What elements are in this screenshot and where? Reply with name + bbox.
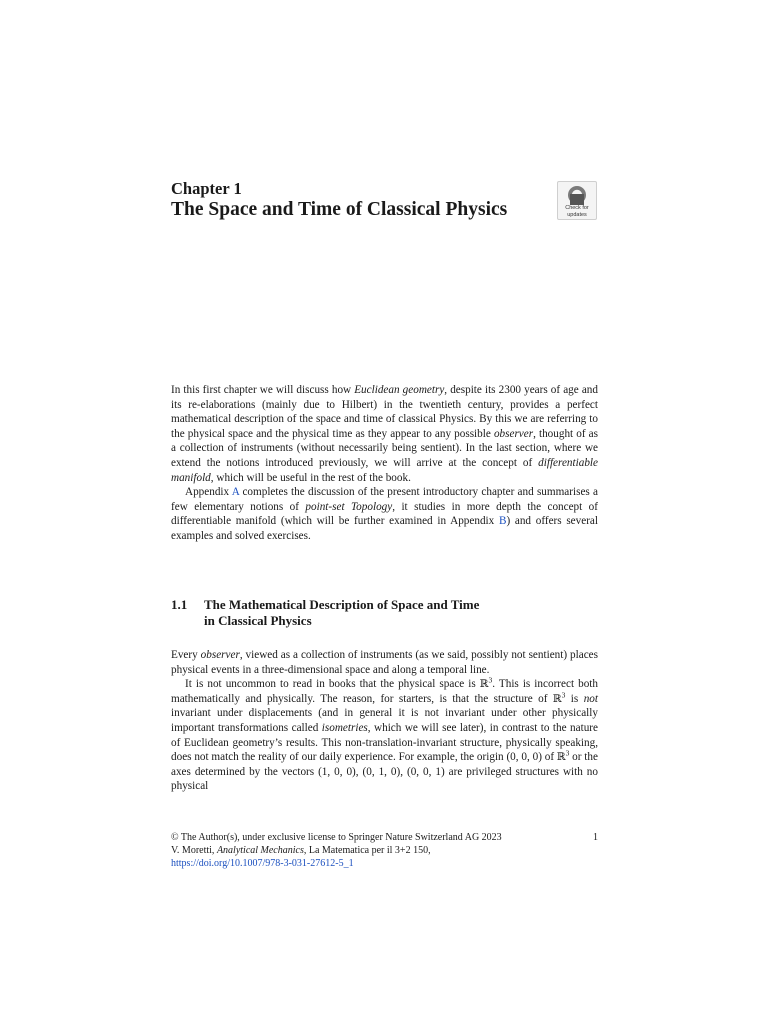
section-number: 1.1 <box>171 597 188 612</box>
intro-text <box>171 383 598 544</box>
section-paragraph-2: It is not uncommon to read in books that the physical space is ℝ$^3$. This is incorrect both mathematically and physically. The reason, for starters, is that the structure of ℝ$^3$ is not invariant under displacements (and in general it is not invariant under other physically important transformations called isometries, which we will see later), in contrast to the nature of Euclidean geometry’s results. This non-translation-invariant structure, physically speaking, does not match the reality of our daily experience. For example, the origin (0, 0, 0) of ℝ$^3$ or the axes determined by the vectors (1, 0, 0), (0, 1, 0), (0, 0, 1) are privileged structures with no physical <box>171 675 598 793</box>
section-title-line1: The Mathematical Description of Space and Time <box>204 597 480 612</box>
section-text <box>171 648 598 794</box>
appendix-b-link[interactable]: B <box>498 515 507 528</box>
crossmark-icon <box>567 185 587 205</box>
badge-text-line2: updates <box>567 211 587 218</box>
footer <box>171 831 598 870</box>
chapter-label: Chapter 1 <box>171 179 242 198</box>
check-for-updates-button[interactable] <box>557 181 597 220</box>
citation-line: V. Moretti, Analytical Mechanics, La Matematica per il 3+2 150, <box>171 845 431 856</box>
copyright-line: © The Author(s), under exclusive license to Springer Nature Switzerland AG 2023 <box>171 832 502 843</box>
badge-text-line1: Check for <box>565 205 589 211</box>
appendix-a-link[interactable]: A <box>231 486 240 499</box>
section-heading <box>171 597 598 629</box>
page-number: 1 <box>593 832 598 843</box>
doi-link[interactable]: https://doi.org/10.1007/978-3-031-27612-5_1 <box>171 858 354 869</box>
chapter-title: The Space and Time of Classical Physics <box>171 199 508 220</box>
intro-paragraph-2: Appendix A completes the discussion of the present introductory chapter and summarises a few elementary notions of point-set Topology, it studies in more depth the concept of differentiable manifold (which will be further examined in Appendix B) and offers several examples and solved exercises. <box>171 486 598 542</box>
section-paragraph-1: Every observer, viewed as a collection of instruments (as we said, possibly not sentient) places physical events in a three-dimensional space and along a temporal line. <box>171 649 598 676</box>
intro-paragraph-1: In this first chapter we will discuss how Euclidean geometry, despite its 2300 years of age and its re-elaborations (mainly due to Hilbert) in the twentieth century, provides a perfect mathematical description of the space and time of classical Physics. By this we are referring to the physical space and the physical time as they appear to any possible observer, thought of as a collection of instruments (without necessarily being sentient). In the last section, where we extend the notions introduced previously, we will arrive at the concept of differentiable manifold, which will be useful in the rest of the book. <box>171 384 598 484</box>
section-title-line2: in Classical Physics <box>204 613 312 628</box>
